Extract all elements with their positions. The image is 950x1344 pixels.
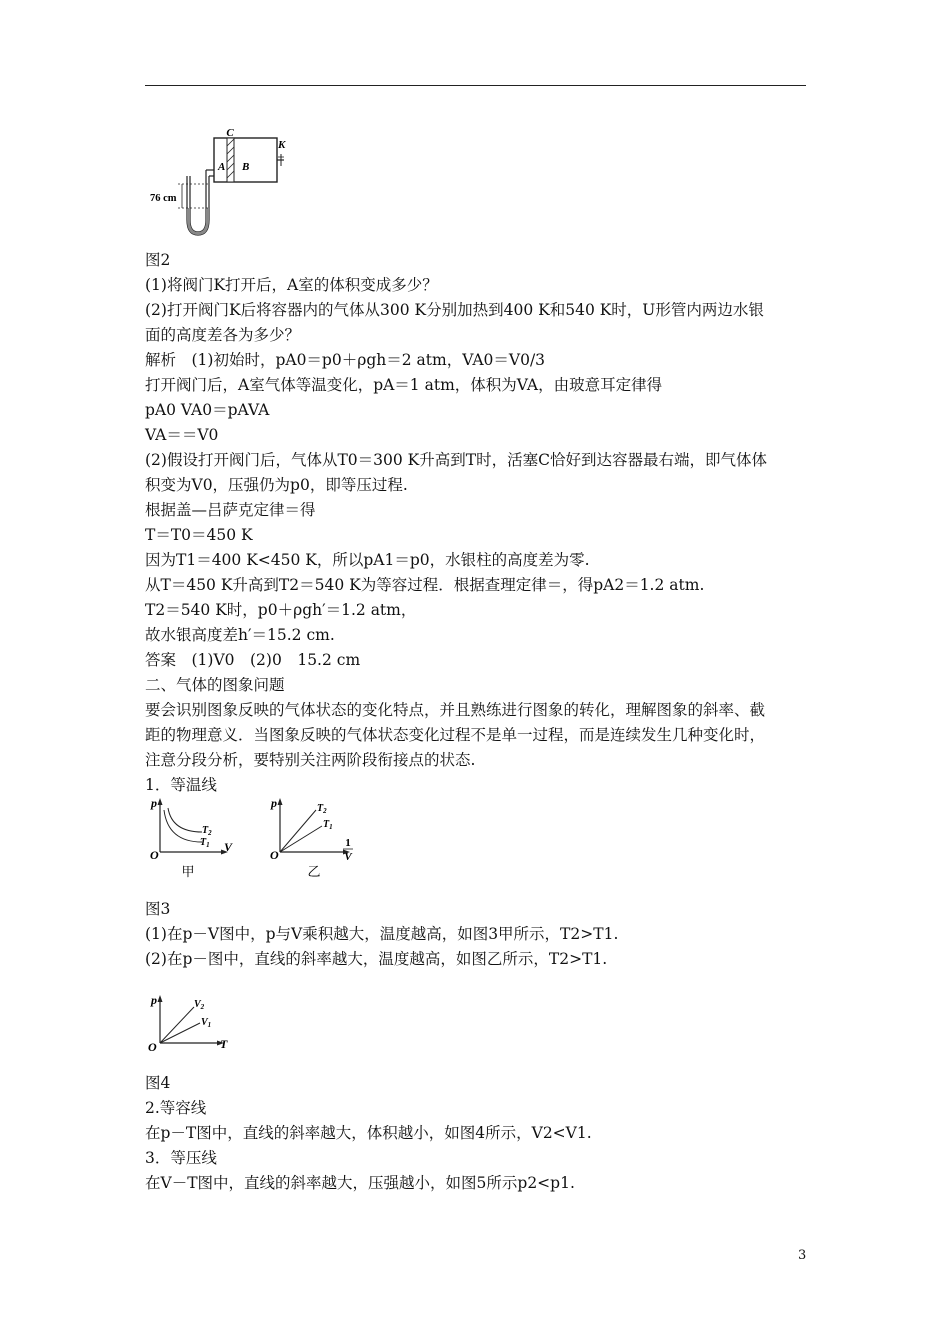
solution-line: 根据盖—吕萨克定律＝得	[145, 501, 316, 519]
line-t2-label: $T_2$	[317, 803, 327, 815]
subheading: 2.等容线	[145, 1099, 207, 1117]
label-height: 76 cm	[150, 193, 177, 204]
label-c: C	[226, 127, 234, 139]
line-v1-label: $V_1$	[201, 1017, 212, 1029]
section-heading: 二、气体的图象问题	[145, 676, 285, 694]
fig3-caption: 图3	[145, 900, 171, 918]
origin-o: O	[148, 1040, 157, 1054]
figure-2-apparatus	[148, 124, 303, 236]
caption-jia: 甲	[181, 864, 195, 879]
axis-v: V	[344, 851, 352, 863]
solution-line: 积变为V0，压强仍为p0，即等压过程.	[145, 476, 408, 494]
origin-o: O	[150, 848, 159, 862]
axis-t: T	[220, 1037, 228, 1051]
curve-t1-label: $T_1$	[200, 837, 210, 849]
subheading: 3．等压线	[145, 1149, 217, 1167]
paragraph-line: 在V－T图中，直线的斜率越大，压强越小，如图5所示p2<p1.	[145, 1174, 575, 1192]
paragraph-line: 注意分段分析，要特别关注两阶段衔接点的状态.	[145, 751, 476, 769]
solution-line: 因为T1＝400 K<450 K，所以pA1＝p0，水银柱的高度差为零.	[145, 551, 590, 569]
solution-line: T2＝540 K时，p0＋ρgh′＝1.2 atm，	[145, 601, 417, 619]
solution-line: VA＝＝V0	[145, 426, 219, 444]
header-rule	[145, 85, 806, 86]
label-k: K	[278, 139, 286, 151]
solution-line: 解析 (1)初始时，pA0＝p0＋ρgh＝2 atm，VA0＝V0/3	[145, 351, 546, 369]
axis-v: V	[224, 840, 233, 854]
page-number: 3	[798, 1248, 807, 1263]
answer-line: 答案 (1)V0 (2)0 15.2 cm	[145, 651, 361, 669]
fig4-caption: 图4	[145, 1074, 171, 1092]
question-2-line1: (2)打开阀门K后将容器内的气体从300 K分别加热到400 K和540 K时，U形管内两边水银	[145, 301, 764, 319]
solution-line: pA0 VA0＝pAVA	[145, 401, 270, 419]
subheading: 1．等温线	[145, 776, 217, 794]
question-2-line2: 面的高度差各为多少？	[145, 326, 301, 344]
line-t1-label: $T_1$	[323, 819, 333, 831]
curve-t2-label: $T_2$	[202, 825, 212, 837]
paragraph-line: 在p－T图中，直线的斜率越大，体积越小，如图4所示，V2<V1.	[145, 1124, 592, 1142]
figure-3-pv-isotherms	[148, 796, 240, 882]
solution-line: T＝T0＝450 K	[145, 526, 253, 544]
paragraph-line: 距的物理意义．当图象反映的气体状态变化过程不是单一过程，而是连续发生几种变化时，	[145, 726, 766, 744]
origin-o: O	[270, 848, 279, 862]
axis-one: 1	[345, 837, 351, 849]
fig2-caption: 图2	[145, 251, 171, 269]
paragraph-line: (1)在p－V图中，p与V乘积越大，温度越高，如图3甲所示，T2>T1.	[145, 925, 619, 943]
question-1: (1)将阀门K打开后，A室的体积变成多少？	[145, 276, 438, 294]
solution-line: 故水银高度差h′＝15.2 cm.	[145, 626, 335, 644]
caption-yi: 乙	[307, 864, 321, 879]
solution-line: 打开阀门后，A室气体等温变化，pA＝1 atm，体积为VA，由玻意耳定律得	[145, 376, 663, 394]
axis-p: p	[151, 993, 157, 1007]
axis-p: p	[271, 796, 277, 810]
paragraph-line: (2)在p－图中，直线的斜率越大，温度越高，如图乙所示，T2>T1.	[145, 950, 608, 968]
solution-line: 从T＝450 K升高到T2＝540 K为等容过程．根据查理定律＝，得pA2＝1.2 atm.	[145, 576, 705, 594]
axis-p: p	[151, 796, 157, 810]
label-b: B	[242, 161, 250, 173]
solution-line: (2)假设打开阀门后，气体从T0＝300 K升高到T时，活塞C恰好到达容器最右端，即气体体	[145, 451, 767, 469]
figure-3-p-invv-isotherms	[268, 796, 364, 882]
line-v2-label: $V_2$	[194, 999, 205, 1011]
paragraph-line: 要会识别图象反映的气体状态的变化特点，并且熟练进行图象的转化，理解图象的斜率、截	[145, 701, 766, 719]
label-a: A	[218, 161, 226, 173]
figure-4-pt-isochores	[148, 993, 238, 1055]
